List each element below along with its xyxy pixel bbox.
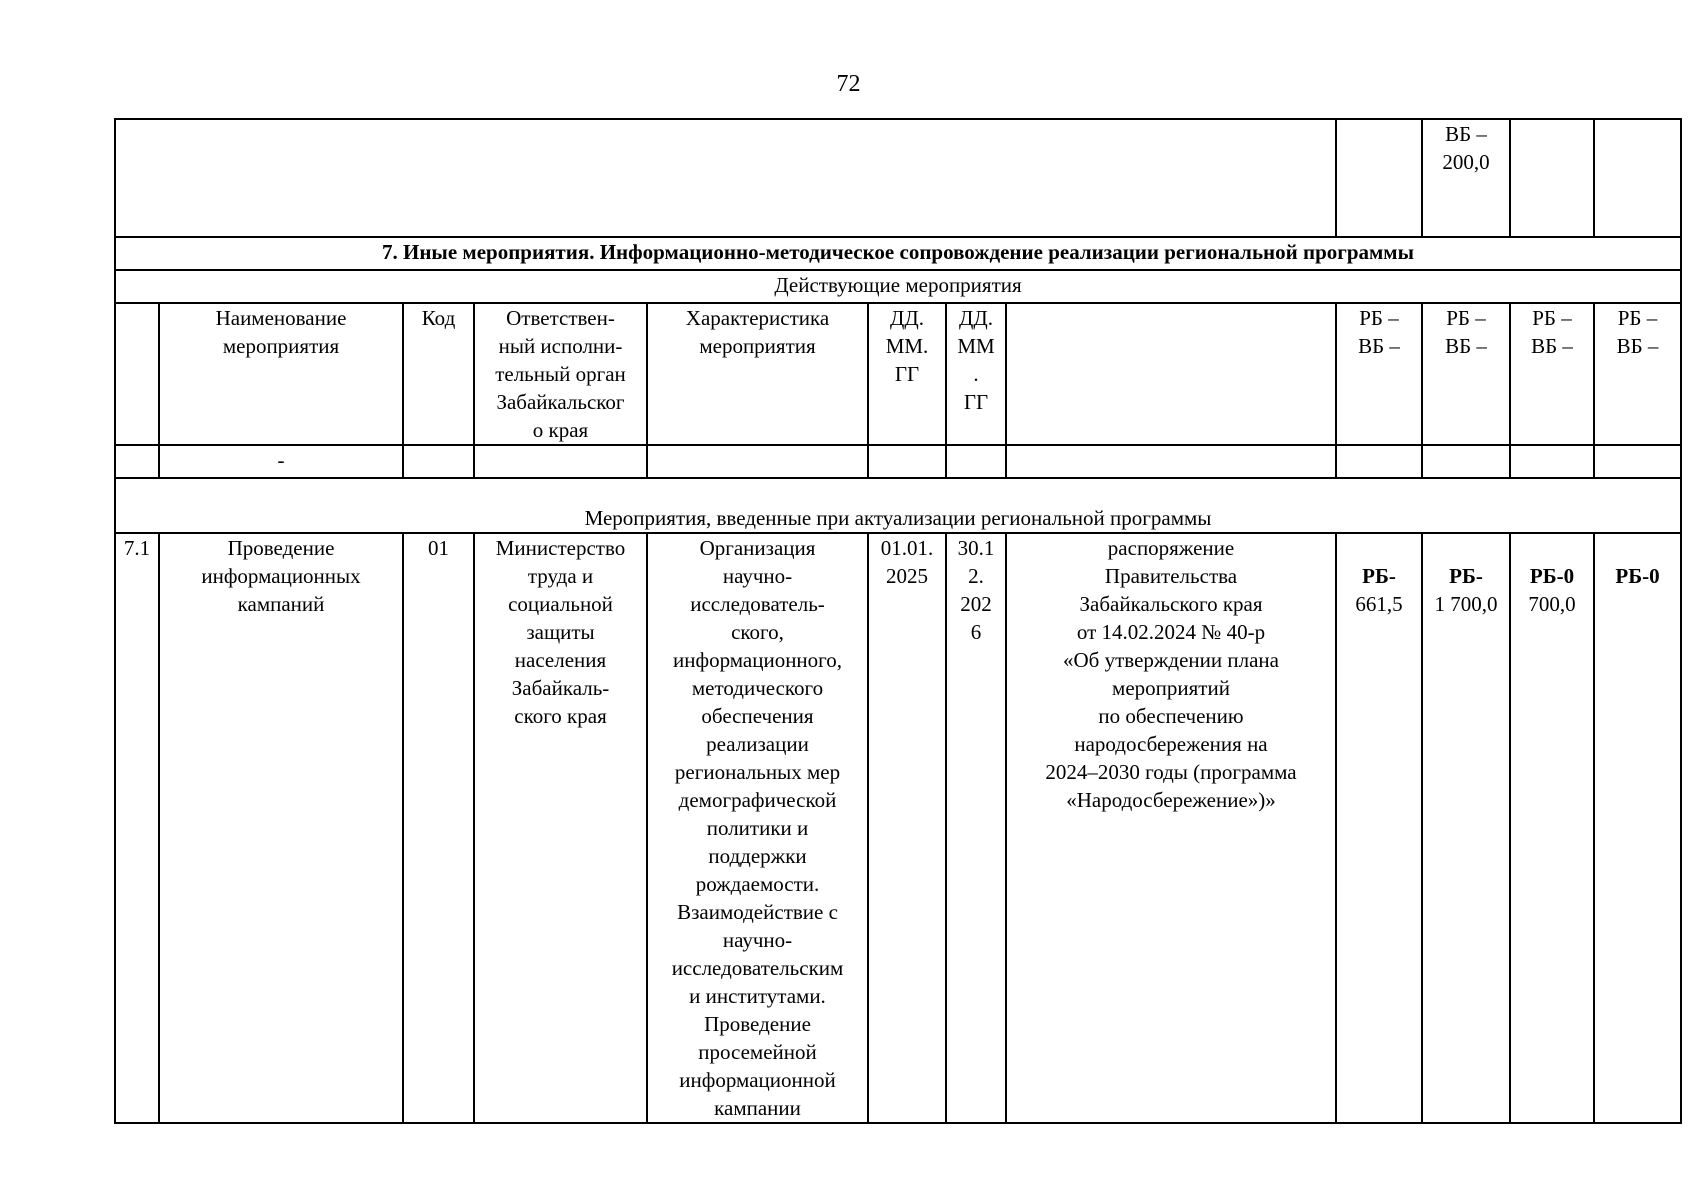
header-rb4-cell <box>1594 303 1681 445</box>
row-name-cell <box>159 533 403 1123</box>
header-characteristic-cell <box>647 303 868 445</box>
row-rb2-cell <box>1422 533 1510 1123</box>
header-rb3-cell <box>1510 303 1594 445</box>
header-rb-line: ВБ – <box>1531 334 1573 358</box>
row-end-line: 202 <box>960 592 992 616</box>
measures-table <box>114 118 1682 1124</box>
header-rb-line: РБ – <box>1617 306 1658 330</box>
row-executor-line: Министерство <box>495 536 626 560</box>
carry-over-rb1-cell <box>1336 119 1422 237</box>
row-start-date-cell <box>868 533 946 1123</box>
row-characteristic-line: научно- <box>722 564 793 588</box>
carry-over-row <box>115 119 1681 237</box>
row-rb1-cell <box>1336 533 1422 1123</box>
row-characteristic-line: методического <box>691 676 824 700</box>
carry-vb-line: 200,0 <box>1442 150 1490 174</box>
row-document-line: по обеспечению <box>1098 704 1244 728</box>
row-code-cell: 01 <box>403 533 474 1123</box>
row-rb-line: РБ-0 <box>1615 564 1660 588</box>
row-executor-line: ского края <box>514 704 607 728</box>
carry-over-vb-cell <box>1422 119 1510 237</box>
empty-cell <box>868 445 946 478</box>
row-end-line: 6 <box>970 620 982 644</box>
header-end-line: ДД. <box>959 306 993 330</box>
row-characteristic-line: просемейной <box>698 1040 817 1064</box>
row-characteristic-line: кампании <box>714 1096 801 1120</box>
row-start-line: 01.01. <box>880 536 934 560</box>
row-name-line: Проведение <box>227 536 335 560</box>
row-characteristic-line: научно- <box>722 928 793 952</box>
row-executor-line: Забайкаль- <box>511 676 610 700</box>
header-rb-line: ВБ – <box>1358 334 1400 358</box>
header-document-cell <box>1006 303 1336 445</box>
header-rb-line: РБ – <box>1446 306 1486 330</box>
empty-cell <box>474 445 647 478</box>
row-document-cell <box>1006 533 1336 1123</box>
carry-over-rb4-cell <box>1594 119 1681 237</box>
carry-over-rb3-cell <box>1510 119 1594 237</box>
header-executor-line: Забайкальског <box>496 390 625 414</box>
section-title: 7. Иные мероприятия. Информационно-методическое сопровождение реализации региональной программы <box>115 237 1681 270</box>
section-title-row <box>115 237 1681 270</box>
header-start-line: ГГ <box>894 362 920 386</box>
table-row <box>115 533 1681 1123</box>
header-name-cell <box>159 303 403 445</box>
row-characteristic-line: информационного, <box>672 648 843 672</box>
row-characteristic-line: Взаимодействие с <box>677 900 838 924</box>
header-executor-line: ный исполни- <box>498 334 623 358</box>
row-characteristic-line: обеспечения <box>701 704 814 728</box>
row-document-line: мероприятий <box>1112 676 1230 700</box>
row-executor-line: социальной <box>508 592 613 616</box>
row-rb4-cell <box>1594 533 1681 1123</box>
header-executor-cell <box>474 303 647 445</box>
empty-cell <box>946 445 1006 478</box>
header-rb-line: РБ – <box>1532 306 1572 330</box>
header-end-line: ГГ <box>963 390 989 414</box>
current-measures-row <box>115 270 1681 303</box>
row-rb-line: 661,5 <box>1355 592 1403 616</box>
row-document-line: Забайкальского края <box>1079 592 1263 616</box>
page-number: 72 <box>836 71 861 97</box>
row-document-line: «Народосбережение»)» <box>1066 788 1276 812</box>
row-characteristic-line: Проведение <box>704 1012 811 1036</box>
row-num-cell: 7.1 <box>115 533 159 1123</box>
empty-cell <box>1336 445 1422 478</box>
row-executor-line: населения <box>514 648 607 672</box>
row-rb-line: РБ-0 <box>1529 564 1575 588</box>
row-characteristic-line: и институтами. <box>689 984 826 1008</box>
row-executor-line: труда и <box>527 564 594 588</box>
column-header-row <box>115 303 1681 445</box>
empty-cell <box>1510 445 1594 478</box>
header-name-line: мероприятия <box>222 334 340 358</box>
row-start-line: 2025 <box>886 564 928 588</box>
new-measures-row <box>115 478 1681 533</box>
header-rb-line: РБ – <box>1359 306 1399 330</box>
header-end-line: . <box>973 362 979 386</box>
row-document-line: «Об утверждении плана <box>1063 648 1279 672</box>
row-rb-line: РБ- <box>1362 564 1396 588</box>
header-characteristic-line: мероприятия <box>699 334 816 358</box>
header-executor-line: тельный орган <box>495 362 626 386</box>
row-characteristic-cell <box>647 533 868 1123</box>
row-name-line: информационных <box>201 564 361 588</box>
row-rb3-cell <box>1510 533 1594 1123</box>
empty-cell <box>1422 445 1510 478</box>
row-characteristic-line: реализации <box>706 732 809 756</box>
empty-num-cell <box>115 445 159 478</box>
row-characteristic-line: поддержки <box>708 844 807 868</box>
row-rb-line: 1 700,0 <box>1434 592 1498 616</box>
header-num-cell <box>115 303 159 445</box>
empty-cell <box>647 445 868 478</box>
row-characteristic-line: информационной <box>679 1068 836 1092</box>
empty-cell <box>403 445 474 478</box>
header-start-date-cell <box>868 303 946 445</box>
row-characteristic-line: исследователь- <box>690 592 825 616</box>
row-document-line: распоряжение <box>1107 536 1235 560</box>
row-executor-line: защиты <box>526 620 595 644</box>
empty-cell <box>1594 445 1681 478</box>
row-name-line: кампаний <box>237 592 325 616</box>
carry-over-empty-cell <box>115 119 1336 237</box>
row-end-line: 30.1 <box>957 536 995 560</box>
row-rb-line: РБ- <box>1449 564 1483 588</box>
row-document-line: 2024–2030 годы (программа <box>1045 760 1297 784</box>
row-characteristic-line: ского, <box>731 620 784 644</box>
header-rb1-cell <box>1336 303 1422 445</box>
header-start-line: ММ. <box>885 334 929 358</box>
row-characteristic-line: исследовательским <box>671 956 844 980</box>
current-measures-header: Действующие мероприятия <box>115 270 1681 303</box>
header-rb-line: ВБ – <box>1445 334 1487 358</box>
new-measures-header: Мероприятия, введенные при актуализации региональной программы <box>115 478 1681 533</box>
row-executor-cell <box>474 533 647 1123</box>
header-code-cell: Код <box>403 303 474 445</box>
header-executor-line: о края <box>532 418 589 442</box>
row-characteristic-line: демографической <box>678 788 837 812</box>
empty-cell <box>1006 445 1336 478</box>
header-executor-line: Ответствен- <box>506 306 615 330</box>
header-start-line: ДД. <box>890 306 924 330</box>
empty-dash-cell: - <box>159 445 403 478</box>
header-end-line: ММ <box>957 334 995 358</box>
row-characteristic-line: политики и <box>706 816 809 840</box>
row-document-line: Правительства <box>1104 564 1238 588</box>
row-end-date-cell <box>946 533 1006 1123</box>
row-rb-line: 700,0 <box>1528 592 1576 616</box>
row-characteristic-line: Организация <box>699 536 816 560</box>
header-name-line: Наименование <box>215 306 347 330</box>
row-end-line: 2. <box>968 564 984 588</box>
header-end-date-cell <box>946 303 1006 445</box>
header-rb2-cell <box>1422 303 1510 445</box>
row-characteristic-line: региональных мер <box>674 760 841 784</box>
carry-vb-line: ВБ – <box>1445 122 1487 146</box>
empty-measure-row <box>115 445 1681 478</box>
row-characteristic-line: рождаемости. <box>695 872 820 896</box>
header-characteristic-line: Характеристика <box>685 306 830 330</box>
row-document-line: народосбережения на <box>1074 732 1268 756</box>
row-document-line: от 14.02.2024 № 40-р <box>1076 620 1266 644</box>
header-rb-line: ВБ – <box>1616 334 1659 358</box>
